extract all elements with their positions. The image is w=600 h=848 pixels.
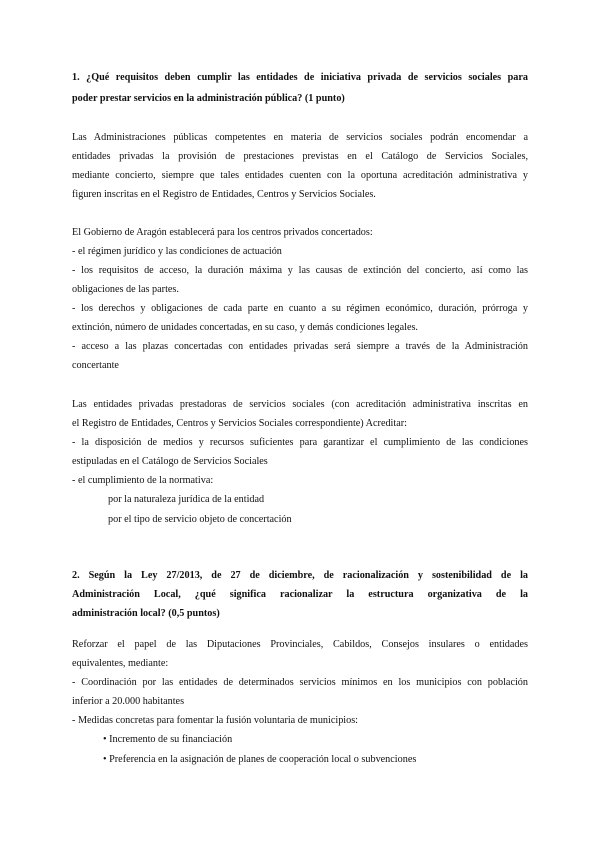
q1-paragraph-2-intro: El Gobierno de Aragón establecerá para los centros privados concertados: — [72, 227, 373, 238]
q1-paragraph-1-line-3: mediante concierto, siempre que tales entidades cuenten con la oportuna acreditación administrativa y — [72, 170, 528, 181]
q1-paragraph-1-line-2: entidades privadas la provisión de prestaciones previstas en el Catálogo de Servicios Sociales, — [72, 151, 528, 162]
q1-list-item: - los requisitos de acceso, la duración máxima y las causas de extinción del concierto, así como las — [72, 265, 528, 276]
question-1-title-line-2: poder prestar servicios en la administración pública? (1 punto) — [72, 93, 345, 104]
q2-paragraph-line-4: inferior a 20.000 habitantes — [72, 696, 185, 707]
question-2-title-line-2: Administración Local, ¿qué significa racionalizar la estructura organizativa de la — [72, 589, 528, 600]
q1-paragraph-3-line-5: - el cumplimiento de la normativa: — [72, 475, 214, 486]
q2-paragraph-line-2: equivalentes, mediante: — [72, 658, 169, 669]
q1-sub-item: por el tipo de servicio objeto de concertación — [108, 514, 292, 525]
q2-paragraph-line-5: - Medidas concretas para fomentar la fusión voluntaria de municipios: — [72, 715, 359, 726]
q1-list-item-continued: concertante — [72, 360, 119, 371]
question-2-title-line-1: 2. Según la Ley 27/2013, de 27 de diciembre, de racionalización y sostenibilidad de la — [72, 570, 528, 581]
q2-paragraph-line-3: - Coordinación por las entidades de determinados servicios mínimos en los municipios con población — [72, 677, 528, 688]
q1-paragraph-3-line-1: Las entidades privadas prestadoras de servicios sociales (con acreditación administrativa inscritas en — [72, 399, 528, 410]
q1-paragraph-1-line-4: figuren inscritas en el Registro de Entidades, Centros y Servicios Sociales. — [72, 189, 376, 200]
q1-list-item-continued: obligaciones de las partes. — [72, 284, 179, 295]
q1-list-item-continued: extinción, número de unidades concertadas, en su caso, y demás condiciones legales. — [72, 322, 418, 333]
q1-paragraph-3-line-4: estipuladas en el Catálogo de Servicios Sociales — [72, 456, 268, 467]
q1-list-item: - acceso a las plazas concertadas con entidades privadas será siempre a través de la Administración — [72, 341, 528, 352]
q1-list-item: - los derechos y obligaciones de cada parte en cuanto a su régimen económico, duración, prórroga y — [72, 303, 528, 314]
question-2-title-line-3: administración local? (0,5 puntos) — [72, 608, 220, 619]
question-1-title-line-1: 1. ¿Qué requisitos deben cumplir las entidades de iniciativa privada de servicios sociales para — [72, 72, 528, 83]
q1-sub-item: por la naturaleza jurídica de la entidad — [108, 494, 265, 505]
q2-paragraph-line-1: Reforzar el papel de las Diputaciones Provinciales, Cabildos, Consejos insulares o entidades — [72, 639, 528, 650]
q2-bullet-item: • Incremento de su financiación — [103, 734, 233, 745]
q1-paragraph-3-line-3: - la disposición de medios y recursos suficientes para garantizar el cumplimiento de las condiciones — [72, 437, 528, 448]
q1-paragraph-1-line-1: Las Administraciones públicas competentes en materia de servicios sociales podrán encomendar a — [72, 132, 528, 143]
q1-paragraph-3-line-2: el Registro de Entidades, Centros y Servicios Sociales correspondiente) Acreditar: — [72, 418, 407, 429]
q2-bullet-item: • Preferencia en la asignación de planes de cooperación local o subvenciones — [103, 754, 417, 765]
q1-list-item: - el régimen jurídico y las condiciones de actuación — [72, 246, 282, 257]
